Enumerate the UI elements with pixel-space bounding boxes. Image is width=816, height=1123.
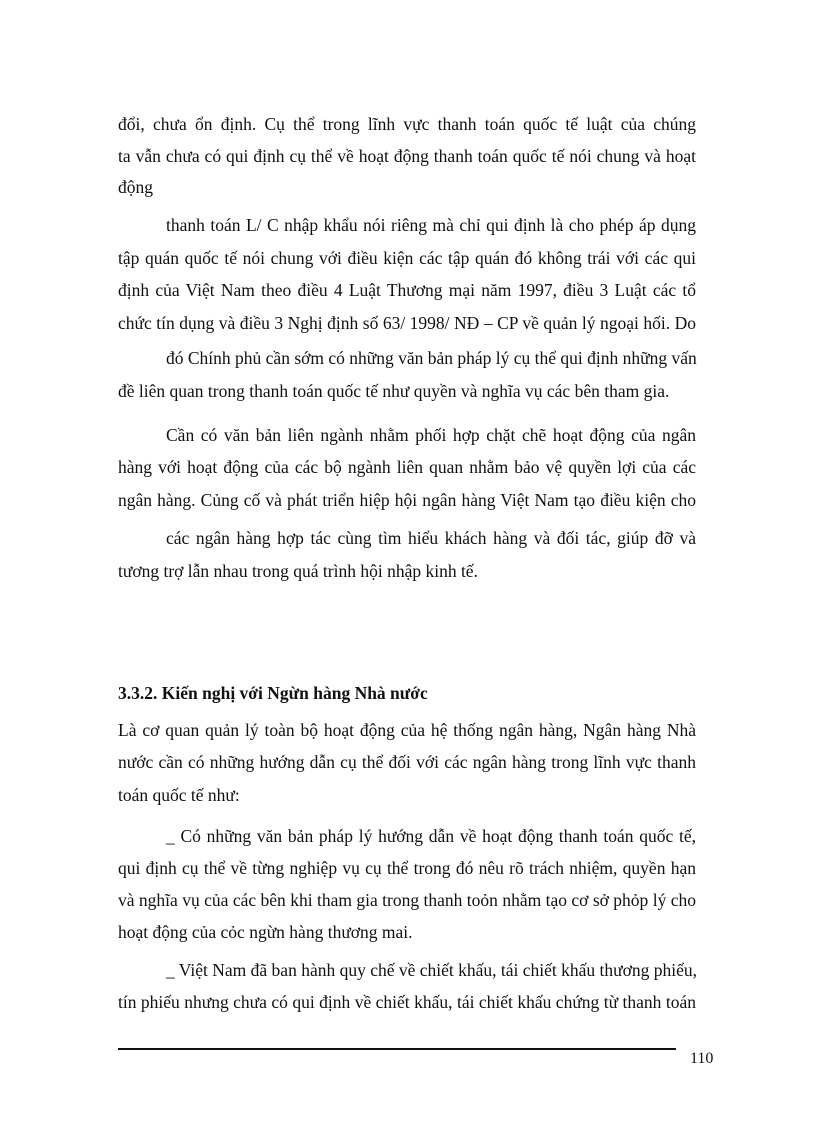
body-line: định của Việt Nam theo điều 4 Luật Thương mại năm 1997, điều 3 Luật các tổ (118, 280, 696, 300)
footer-divider (118, 1048, 676, 1050)
section-line: và nghĩa vụ của các bên khi tham gia trong thanh toỏn nhằm tạo cơ sở phỏp lý cho (118, 890, 696, 910)
body-line: chức tín dụng và điều 3 Nghị định số 63/ 1998/ NĐ – CP về quản lý ngoại hối. Do (118, 313, 696, 333)
body-line: các ngân hàng hợp tác cùng tìm hiểu khách hàng và đối tác, giúp đỡ và (166, 528, 696, 548)
body-line: đó Chính phủ cần sớm có những văn bản pháp lý cụ thể qui định những vấn (166, 348, 697, 368)
body-line: hàng với hoạt động của các bộ ngành liên quan nhằm bảo vệ quyền lợi của các (118, 457, 696, 477)
section-line: hoạt động của cỏc ngừn hàng thương mai. (118, 922, 413, 942)
page-number: 110 (690, 1050, 714, 1067)
section-line: nước cần có những hướng dẫn cụ thể đối với các ngân hàng trong lĩnh vực thanh (118, 752, 696, 772)
body-line: thanh toán L/ C nhập khẩu nói riêng mà chỉ qui định là cho phép áp dụng (166, 215, 696, 235)
section-line: toán quốc tế như: (118, 785, 240, 805)
section-line: _ Việt Nam đã ban hành quy chế về chiết khấu, tái chiết khấu thương phiếu, (166, 960, 698, 980)
body-line: ta vẫn chưa có qui định cụ thể về hoạt động thanh toán quốc tế nói chung và hoạt (118, 146, 696, 166)
body-line: tương trợ lẫn nhau trong quá trình hội nhập kinh tế. (118, 561, 478, 581)
section-line: Là cơ quan quản lý toàn bộ hoạt động của hệ thống ngân hàng, Ngân hàng Nhà (118, 720, 696, 740)
section-line: _ Có những văn bản pháp lý hướng dẫn về hoạt động thanh toán quốc tế, (166, 826, 696, 846)
section-line: tín phiếu nhưng chưa có qui định về chiết khấu, tái chiết khấu chứng từ thanh toán (118, 992, 696, 1012)
body-line: động (118, 177, 153, 197)
body-line: Cần có văn bản liên ngành nhằm phối hợp chặt chẽ hoạt động của ngân (166, 425, 696, 445)
body-line: tập quán quốc tế nói chung với điều kiện các tập quán đó không trái với các qui (118, 248, 696, 268)
body-line: đổi, chưa ổn định. Cụ thể trong lĩnh vực thanh toán quốc tế luật của chúng (118, 114, 696, 134)
section-line: qui định cụ thể về từng nghiệp vụ cụ thể trong đó nêu rõ trách nhiệm, quyền hạn (118, 858, 696, 878)
section-heading: 3.3.2. Kiến nghị với Ngừn hàng Nhà nước (118, 683, 428, 703)
body-line: ngân hàng. Củng cố và phát triển hiệp hội ngân hàng Việt Nam tạo điều kiện cho (118, 490, 696, 510)
body-line: đề liên quan trong thanh toán quốc tế như quyền và nghĩa vụ các bên tham gia. (118, 381, 670, 401)
